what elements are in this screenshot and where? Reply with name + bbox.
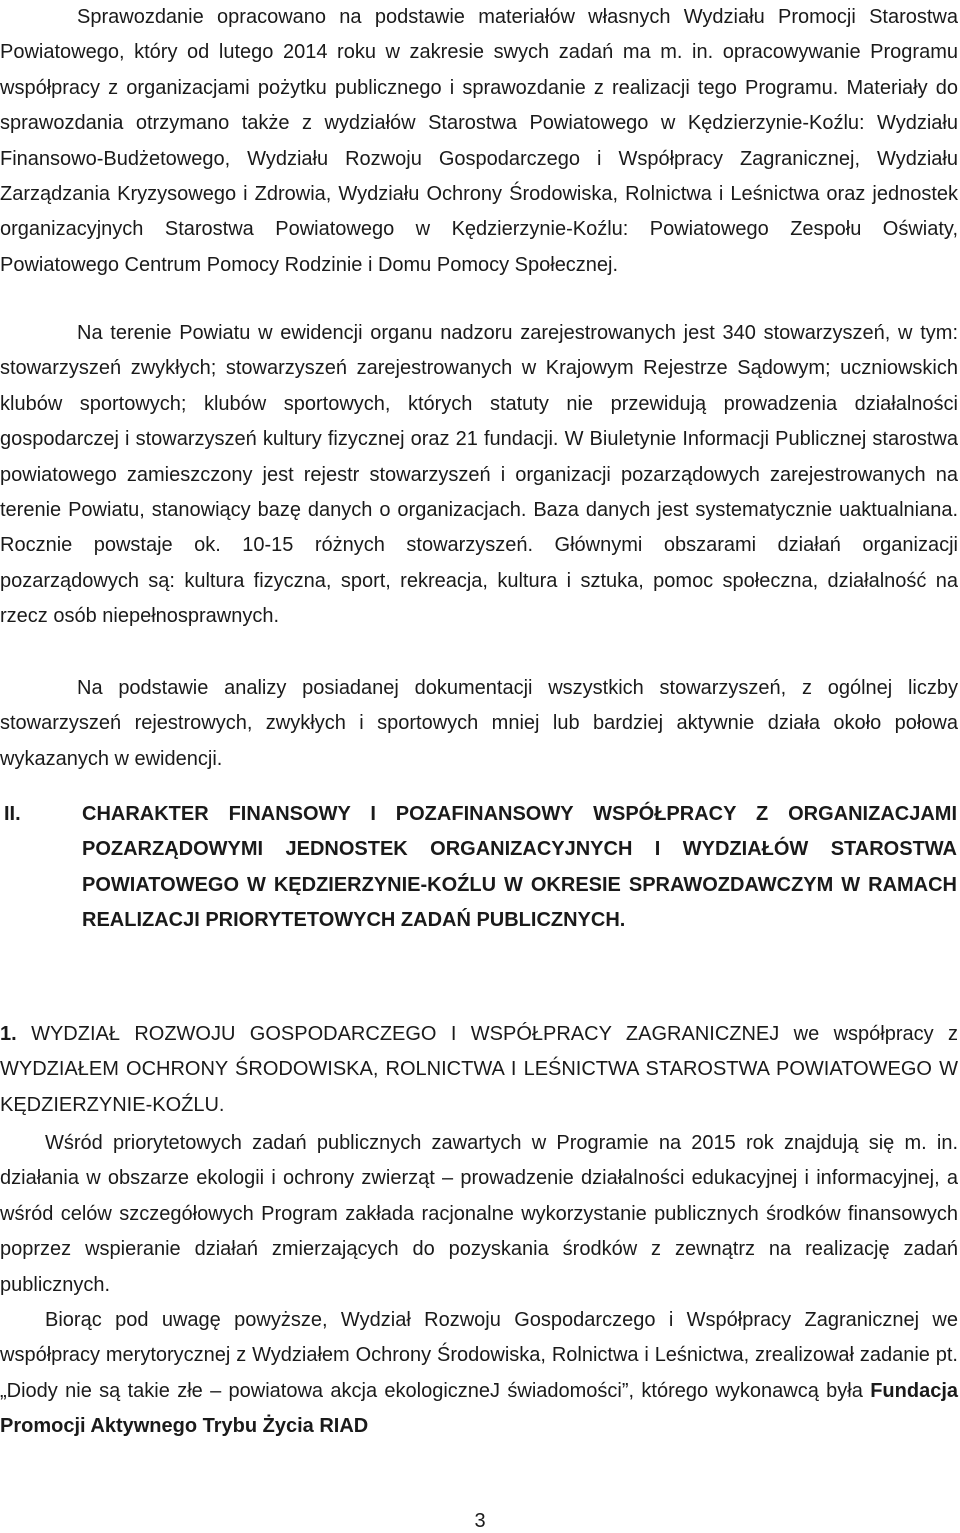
paragraph-eco-campaign-text: Biorąc pod uwagę powyższe, Wydział Rozwoju Gospodarczego i Współpracy Zagranicznej we współpracy merytorycznej z Wydziałem Ochrony Środowiska, Rolnictwa i Leśnictwa, zrealizował zadanie pt. „Diody nie są takie złe – powiatowa akcja ekologiczneJ świadomości”, którego wykonawcą była <box>0 1309 958 1402</box>
paragraph-eco-campaign <box>0 1303 958 1445</box>
foundation-name: Fundacja Promocji Aktywnego Trybu Życia RIAD <box>0 1379 958 1438</box>
page-number: 3 <box>474 1510 486 1532</box>
paragraph-sources: Sprawozdanie opracowano na podstawie materiałów własnych Wydziału Promocji Starostwa Powiatowego, który od lutego 2014 roku w zakresie swych zadań ma m. in. opracowywanie Programu współpracy z organizacjami pożytku publicznego i sprawozdanie z realizacji tego Programu. Materiały do sprawozdania otrzymano także z wydziałów Starostwa Powiatowego w Kędzierzynie-Koźlu: Wydziału Finansowo-Budżetowego, Wydziału Rozwoju Gospodarczego i Współpracy Zagranicznej, Wydziału Zarządzania Kryzysowego i Zdrowia, Wydziału Ochrony Środowiska, Rolnictwa i Leśnictwa oraz jednostek organizacyjnych Starostwa Powiatowego w Kędzierzynie-Koźlu: Powiatowego Zespołu Oświaty, Powiatowego Centrum Pomocy Rodzinie i Domu Pomocy Społecznej. <box>0 6 958 276</box>
section-number: II. <box>4 803 21 825</box>
subsection-title: WYDZIAŁ ROZWOJU GOSPODARCZEGO I WSPÓŁPRACY ZAGRANICZNEJ we współpracy z WYDZIAŁEM OCHRONY ŚRODOWISKA, ROLNICTWA I LEŚNICTWA STAROSTWA POWIATOWEGO W KĘDZIERZYNIE-KOŹLU. <box>0 1023 958 1116</box>
paragraph-priority-tasks: Wśród priorytetowych zadań publicznych zawartych w Programie na 2015 rok znajdują się m. in. działania w obszarze ekologii i ochrony zwierząt – prowadzenie działalności edukacyjnej i informacyjnej, a wśród celów szczegółowych Program zakłada racjonalne wykorzystanie publicznych środków finansowych poprzez wspieranie działań zmierzających do pozyskania środków z zewnątrz na realizację zadań publicznych. <box>0 1132 958 1296</box>
paragraph-associations-register: Na terenie Powiatu w ewidencji organu nadzoru zarejestrowanych jest 340 stowarzyszeń, w tym: stowarzyszeń zwykłych; stowarzyszeń zarejestrowanych w Krajowym Rejestrze Sądowym; uczniowskich klubów sportowych; klubów sportowych, których statuty nie przewidują prowadzenia działalności gospodarczej i stowarzyszeń kultury fizycznej oraz 21 fundacji. W Biuletynie Informacji Publicznej starostwa powiatowego zamieszczony jest rejestr stowarzyszeń i organizacji pozarządowych zarejestrowanych na terenie Powiatu, stanowiący bazę danych o organizacjach. Baza danych jest systematycznie uaktualniana. Rocznie powstaje ok. 10-15 różnych stowarzyszeń. Głównymi obszarami działań organizacji pozarządowych są: kultura fizyczna, sport, rekreacja, kultura i sztuka, pomoc społeczna, działalność na rzecz osób niepełnosprawnych. <box>0 322 958 628</box>
section-title: CHARAKTER FINANSOWY I POZAFINANSOWY WSPÓŁPRACY Z ORGANIZACJAMI POZARZĄDOWYMI JEDNOSTEK ORGANIZACYJNYCH I WYDZIAŁÓW STAROSTWA POWIATOWEGO W KĘDZIERZYNIE-KOŹLU W OKRESIE SPRAWOZDAWCZYM W RAMACH REALIZACJI PRIORYTETOWYCH ZADAŃ PUBLICZNYCH. <box>82 803 957 932</box>
subsection-heading <box>0 1017 958 1123</box>
paragraph-activity-analysis: Na podstawie analizy posiadanej dokumentacji wszystkich stowarzyszeń, z ogólnej liczby stowarzyszeń rejestrowych, zwykłych i sportowych mniej lub bardziej aktywnie działa około połowa wykazanych w ewidencji. <box>0 677 958 770</box>
subsection-number: 1. <box>0 1023 17 1045</box>
